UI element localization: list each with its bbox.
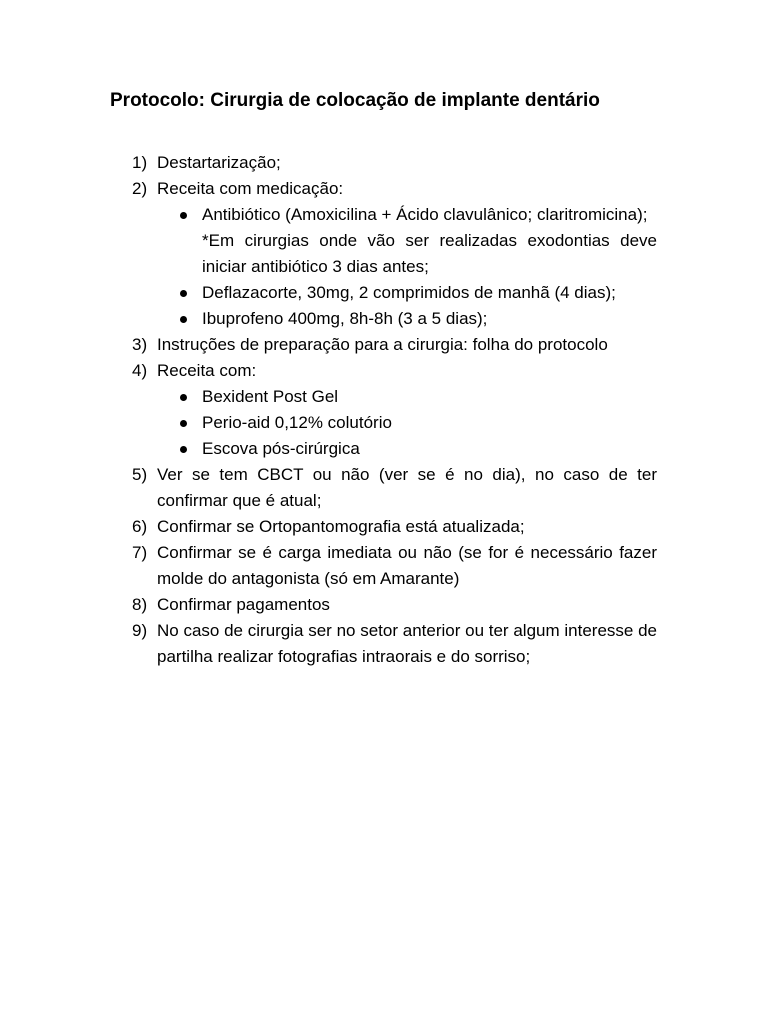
list-item-number: 2): [132, 179, 148, 198]
prescription-sublist: [157, 384, 657, 462]
sublist-item-perio-aid: [157, 410, 657, 436]
sublist-item-text: Deflazacorte, 30mg, 2 comprimidos de manhã (4 dias);: [202, 283, 616, 302]
list-item-4: [0, 358, 657, 462]
list-item-text: No caso de cirurgia ser no setor anterior ou ter algum interesse de partilha realizar fotografias intraorais e do sorriso;: [157, 621, 657, 666]
list-item-7: [0, 540, 657, 592]
sublist-item-note: *Em cirurgias onde vão ser realizadas exodontias deve iniciar antibiótico 3 dias antes;: [202, 231, 657, 276]
list-item-5: [0, 462, 657, 514]
sublist-item-bexident: [157, 384, 657, 410]
sublist-item-text: Escova pós-cirúrgica: [202, 439, 360, 458]
sublist-item-deflazacorte: [157, 280, 657, 306]
bullet-icon: [180, 420, 187, 427]
sublist-item-text: Antibiótico (Amoxicilina + Ácido clavulânico; claritromicina);: [202, 205, 648, 224]
sublist-item-text: Ibuprofeno 400mg, 8h-8h (3 a 5 dias);: [202, 309, 488, 328]
document-title: Protocolo: Cirurgia de colocação de implante dentário: [110, 90, 600, 111]
list-item-text: Ver se tem CBCT ou não (ver se é no dia), no caso de ter confirmar que é atual;: [157, 465, 657, 510]
bullet-icon: [180, 316, 187, 323]
list-item-number: 6): [132, 517, 148, 536]
list-item-number: 7): [132, 543, 148, 562]
list-item-text: Confirmar se é carga imediata ou não (se for é necessário fazer molde do antagonista (só em Amarante): [157, 543, 657, 588]
sublist-item-ibuprofeno: [157, 306, 657, 332]
list-item-2: [0, 176, 657, 332]
medication-sublist: [157, 202, 657, 332]
list-item-number: 9): [132, 621, 148, 640]
list-item-number: 5): [132, 465, 148, 484]
list-item-text: Instruções de preparação para a cirurgia: folha do protocolo: [157, 335, 608, 354]
sublist-item-antibiotic: [157, 202, 657, 280]
list-item-text: Destartarização;: [157, 153, 281, 172]
list-item-text: Confirmar pagamentos: [157, 595, 330, 614]
list-item-text: Receita com:: [157, 361, 257, 380]
sublist-item-text: Bexident Post Gel: [202, 387, 339, 406]
list-item-6: [0, 514, 657, 540]
list-item-1: [0, 150, 657, 176]
list-item-number: 4): [132, 361, 148, 380]
bullet-icon: [180, 446, 187, 453]
protocol-list: [0, 150, 768, 670]
list-item-number: 3): [132, 335, 148, 354]
list-item-8: [0, 592, 657, 618]
bullet-icon: [180, 212, 187, 219]
list-item-text: Receita com medicação:: [157, 179, 344, 198]
sublist-item-escova: [157, 436, 657, 462]
bullet-icon: [180, 290, 187, 297]
list-item-3: [0, 332, 657, 358]
list-item-number: 8): [132, 595, 148, 614]
list-item-9: [0, 618, 657, 670]
list-item-text: Confirmar se Ortopantomografia está atualizada;: [157, 517, 525, 536]
bullet-icon: [180, 394, 187, 401]
list-item-number: 1): [132, 153, 148, 172]
sublist-item-text: Perio-aid 0,12% colutório: [202, 413, 392, 432]
